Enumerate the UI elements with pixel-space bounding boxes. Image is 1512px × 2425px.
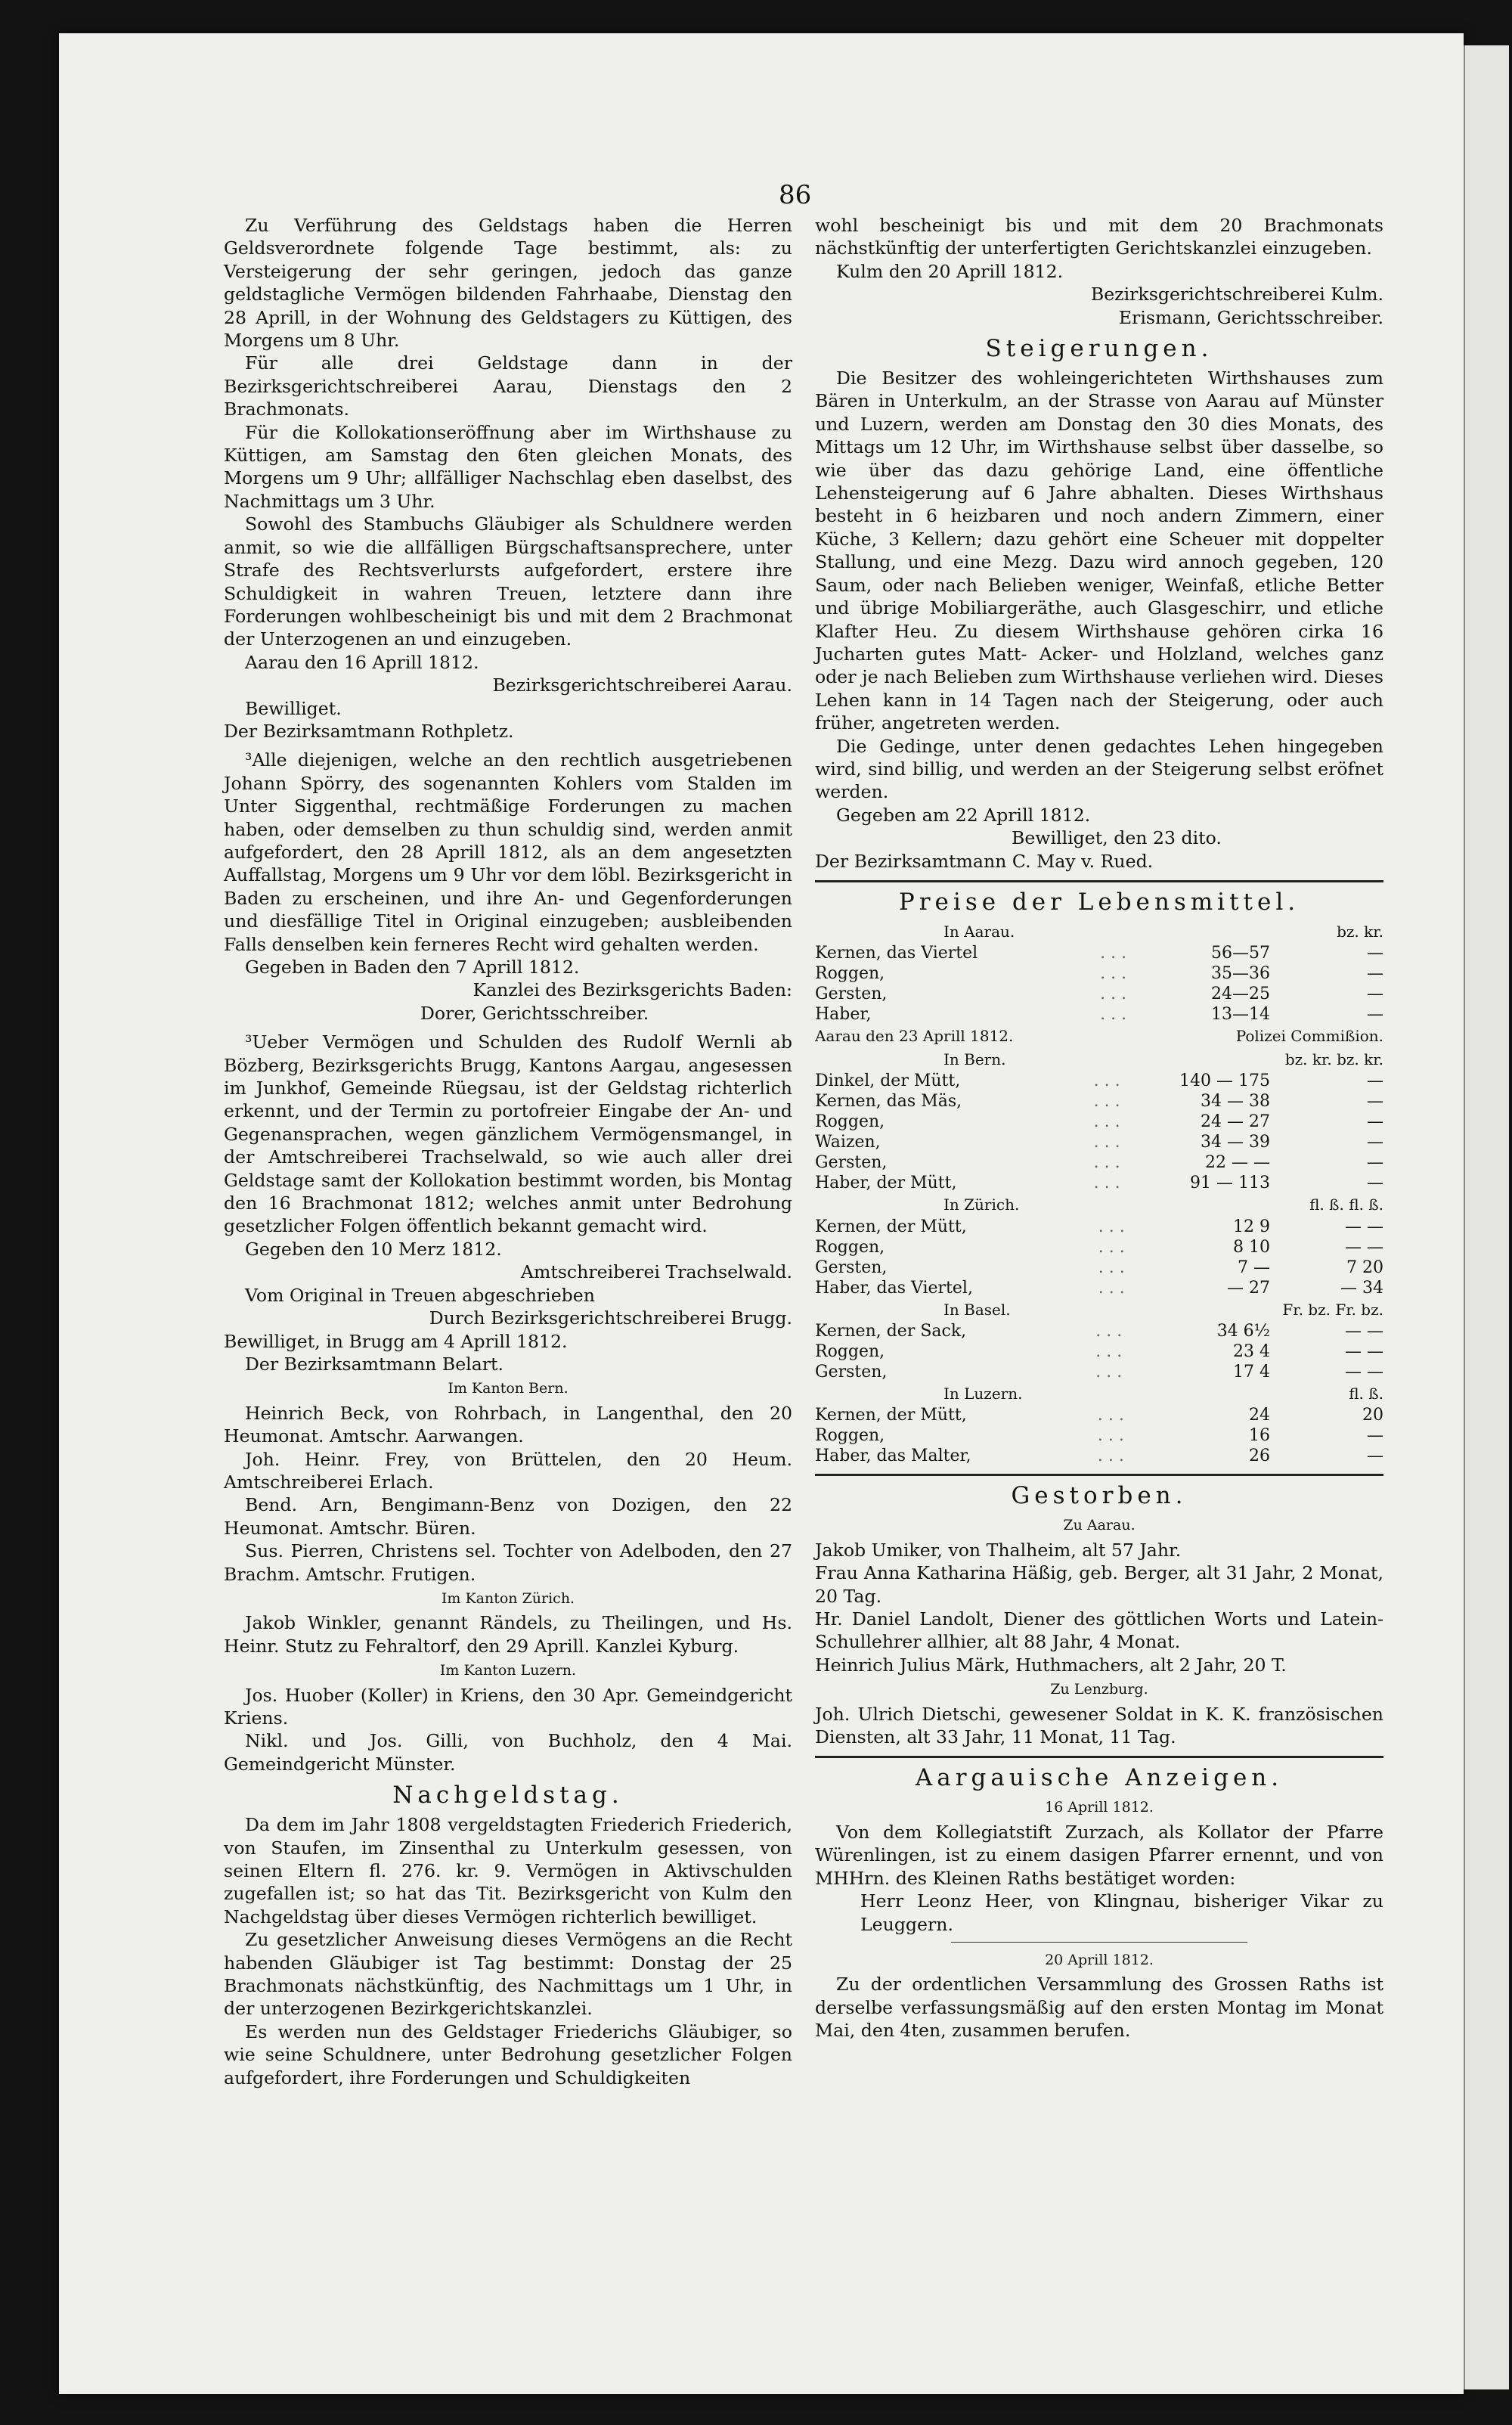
price-value: 34 — 38 [1201,1092,1270,1112]
price-value-2: — [1367,985,1383,1004]
price-footer-date: Aarau den 23 Aprill 1812. [815,1027,1014,1046]
price-dots: . . . [1098,1217,1125,1236]
price-value-2: — [1367,964,1383,984]
price-value: 34 6½ [1216,1322,1270,1341]
paragraph: Dorer, Gerichtsschreiber. [420,1002,649,1024]
price-row [815,943,1383,963]
notice-text-appointee: Herr Leonz Heer, von Klingnau, bisheriger Vikar zu Leuggern. [860,1890,1383,1935]
paragraph: Bezirksgerichtschreiberei Kulm. [1090,284,1383,305]
price-location: In Aarau. [943,922,1015,941]
price-value-2: — [1367,1005,1383,1025]
list-item: Joh. Heinr. Frey, von Brüttelen, den 20 Heum. Amtschreiberei Erlach. [224,1448,792,1493]
price-location-header [815,1298,1383,1321]
price-item: Gersten, [815,1257,888,1277]
price-dots: . . . [1093,1133,1120,1152]
price-table [815,1321,1383,1382]
price-value-2: — — [1345,1342,1383,1361]
price-value: 35—36 [1211,964,1270,984]
price-dots: . . . [1097,1447,1124,1466]
facing-page-edge [1464,45,1509,2389]
paragraph: Gegeben den 10 Merz 1812. [245,1238,502,1260]
paragraph: Die Gedinge, unter denen gedachtes Lehen hingegeben wird, sind billig, und werden an der Steigerung selbst eröfnet werden. [815,735,1383,803]
paragraph: Der Bezirksamtmann Belart. [245,1353,504,1375]
list-item: Jos. Huober (Koller) in Kriens, den 30 Apr. Gemeindgericht Kriens. [224,1684,792,1729]
death-location: Zu Aarau. [1063,1517,1136,1534]
price-dots: . . . [1100,944,1127,963]
price-table [815,1217,1383,1298]
price-location-header [815,1048,1383,1071]
price-row [815,1004,1383,1025]
right-continuation [815,214,1383,329]
paragraph: Gegeben in Baden den 7 Aprill 1812. [245,957,580,978]
paragraph: Bewilliget, den 23 dito. [1012,827,1222,849]
paragraph: Da dem im Jahr 1808 vergeldstagten Friederich Friederich, von Staufen, im Zinsenthal zu Unterkulm gesessen, von seinen Eltern fl. 276. kr. 9. Vermögen in Aktivschulden zugefallen ist; so hat das Tit. Bezirksgericht von Kulm den Nachgeldstag über dieses Vermögen richterlich bewilliget. [224,1814,792,1927]
price-item: Kernen, der Mütt, [815,1406,967,1425]
price-row [815,1321,1383,1341]
price-row [815,1237,1383,1257]
section-divider [815,1756,1383,1758]
price-row [815,963,1383,984]
price-value-2: — [1367,1447,1383,1466]
paragraph: Es werden nun des Geldstager Friederichs Gläubiger, so wie seine Schuldnere, unter Bedrohung gesetzlicher Folgen aufgefordert, ihre Forderungen und Schuldigkeiten [224,2020,792,2089]
price-footer [815,1025,1383,1047]
notice-date: 16 Aprill 1812. [1045,1799,1154,1816]
price-row [815,1132,1383,1152]
price-item: Kernen, das Mäs, [815,1092,962,1112]
price-dots: . . . [1100,964,1127,984]
price-value-2: 20 [1362,1406,1383,1425]
price-location: In Luzern. [943,1385,1023,1403]
price-row [815,1362,1383,1382]
price-dots: . . . [1097,1426,1124,1446]
price-location-header [815,920,1383,943]
price-value: 8 10 [1233,1237,1270,1257]
price-units: bz. kr. bz. kr. [1284,1050,1383,1068]
price-dots: . . . [1093,1112,1120,1132]
death-entry: Heinrich Julius Märk, Huthmachers, alt 2 Jahr, 20 T. [815,1654,1287,1676]
price-value: 16 [1249,1426,1270,1446]
price-item: Roggen, [815,964,885,984]
price-location-header [815,1193,1383,1216]
death-entry: Jakob Umiker, von Thalheim, alt 57 Jahr. [815,1539,1182,1561]
paragraph: Vom Original in Treuen abgeschrieben [245,1284,595,1306]
price-value-2: 7 20 [1346,1257,1383,1277]
canton-heading: Im Kanton Luzern. [439,1662,577,1679]
notice-text: Zu der ordentlichen Versammlung des Grossen Raths ist derselbe verfassungsmäßig auf den ersten Montag im Monat Mai, den 4ten, zusammen berufen. [815,1974,1383,2042]
paragraph: Aarau den 16 Aprill 1812. [245,651,479,673]
list-item: Bend. Arn, Bengimann-Benz von Dozigen, den 22 Heumonat. Amtschr. Büren. [224,1494,792,1539]
geldstag-lists [224,1377,792,1775]
price-value-2: — 34 [1340,1278,1383,1298]
left-announcements [224,214,792,1375]
gestorben-heading: Gestorben. [1011,1482,1188,1510]
death-entry: Hr. Daniel Landolt, Diener des göttlichen Worts und Latein-Schullehrer allhier, alt 88 Jahr, 4 Monat. [815,1608,1383,1653]
price-row [815,1278,1383,1298]
price-value-2: — [1367,1133,1383,1152]
paragraph: Kanzlei des Bezirksgerichts Baden: [472,979,792,1001]
price-value: 12 9 [1233,1217,1270,1236]
paragraph: Für alle drei Geldstage dann in der Bezirksgerichtschreiberei Aarau, Dienstags den 2 Brachmonats. [224,352,792,420]
preise-heading: Preise der Lebensmittel. [898,888,1300,916]
price-location: In Basel. [943,1300,1011,1319]
paragraph: Zu gesetzlicher Anweisung dieses Vermögens an die Recht habenden Gläubiger ist Tag bestimmt: Donstag der 25 Brachmonats nächstkünftig, des Nachmittags um 1 Uhr, in der unterzogenen Bezirkgerichtskanzlei. [224,1929,792,2020]
price-value: 22 — — [1205,1153,1270,1173]
price-value: — 27 [1227,1278,1270,1298]
paragraph: Amtschreiberei Trachselwald. [520,1261,792,1283]
aargauische-heading: Aargauische Anzeigen. [915,1764,1284,1792]
price-item: Gersten, [815,985,888,1004]
price-tables [815,920,1383,1466]
death-location: Zu Lenzburg. [1050,1681,1148,1698]
paragraph: Die Besitzer des wohleingerichteten Wirthshauses zum Bären in Unterkulm, an der Strasse von Aarau auf Münster und Luzern, werden am Donstag den 30 dies Monats, des Mittags um 12 Uhr, im Wirthshause selbst über dasselbe, so wie über das dazu gehörige Land, eine öffentliche Lehensteigerung auf 6 Jahre abhalten. Dieses Wirthshaus besteht in 6 heizbaren und noch andern Zimmern, einer Küche, 3 Kellern; dazu gehört eine Scheuer mit doppelter Stallung, und eine Mezg. Dazu wird annoch gegeben, 120 Saum, oder nach Belieben weniger, Weinfaß, etliche Better und übrige Mobiliargeräthe, auch Glasgeschirr, und etliche Klafter Heu. Zu diesem Wirthshause gehören cirka 16 Jucharten gutes Matt- Acker- und Holzland, welches ganz oder je nach Belieben zum Wirthshause verliehen wird. Dieses Lehen kann in 14 Tagen nach der Steigerung, oder auch früher, angetreten werden. [815,367,1383,734]
paragraph: Durch Bezirksgerichtschreiberei Brugg. [429,1307,792,1329]
left-column [224,214,792,2089]
price-value: 56—57 [1211,944,1270,963]
price-value-2: — [1367,1153,1383,1173]
section-divider [815,1474,1383,1476]
paragraph: Erismann, Gerichtsschreiber. [1118,306,1383,328]
price-dots: . . . [1100,1005,1127,1025]
price-dots: . . . [1093,1071,1120,1091]
price-row [815,1173,1383,1193]
price-dots: . . . [1095,1342,1123,1361]
price-location-header [815,1382,1383,1405]
price-item: Haber, der Mütt, [815,1174,957,1193]
price-row [815,1217,1383,1237]
price-dots: . . . [1098,1278,1125,1298]
list-item: Sus. Pierren, Christens sel. Tochter von Adelboden, den 27 Brachm. Amtschr. Frutigen. [224,1540,792,1585]
price-item: Waizen, [815,1133,881,1152]
page-number: 86 [779,180,812,210]
paragraph: Bezirksgerichtschreiberei Aarau. [492,674,792,696]
price-value: 17 4 [1233,1363,1270,1382]
paragraph: Für die Kollokationseröffnung aber im Wirthshause zu Küttigen, am Samstag den 6ten gleichen Monats, des Morgens um 9 Uhr; allfälliger Nachschlag eben daselbst, des Nachmittags um 3 Uhr. [224,421,792,512]
paragraph: Der Bezirksamtmann Rothpletz. [224,720,514,742]
death-entry: Joh. Ulrich Dietschi, gewesener Soldat in K. K. französischen Diensten, alt 33 Jahr, 11 Monat, 11 Tag. [815,1703,1383,1748]
price-item: Roggen, [815,1237,885,1257]
list-item: Heinrich Beck, von Rohrbach, in Langenthal, den 20 Heumonat. Amtschr. Aarwangen. [224,1402,792,1447]
nachgeldstag-body [224,1813,792,2089]
price-value: 34 — 39 [1201,1133,1270,1152]
price-value-2: — [1367,1092,1383,1112]
price-table [815,943,1383,1025]
price-value: 7 — [1238,1257,1270,1277]
price-value-2: — — [1345,1322,1383,1341]
price-row [815,1446,1383,1466]
price-value-2: — — [1345,1363,1383,1382]
right-column [815,214,1383,2042]
price-row [815,1152,1383,1173]
price-value-2: — [1367,1426,1383,1446]
paragraph: Kulm den 20 Aprill 1812. [836,260,1064,282]
price-dots: . . . [1093,1174,1120,1193]
canton-heading: Im Kanton Zürich. [441,1589,575,1607]
price-dots: . . . [1093,1153,1120,1173]
price-row [815,1091,1383,1112]
paragraph: Sowohl des Stambuchs Gläubiger als Schuldnere werden anmit, so wie die allfälligen Bürgschaftsansprechere, unter Strafe des Rechtsverlursts aufgefordert, erstere ihre Schuldigkeit in wahren Treuen, letztere dann ihre Forderungen wohlbescheinigt bis und mit dem 2 Brachmonat der Unterzogenen an und einzugeben. [224,513,792,650]
price-units: fl. ß. fl. ß. [1309,1195,1383,1214]
price-item: Roggen, [815,1342,885,1361]
price-row [815,1341,1383,1362]
price-item: Gersten, [815,1363,888,1382]
death-notices [815,1514,1383,1748]
canton-heading: Im Kanton Bern. [448,1380,569,1397]
price-dots: . . . [1098,1257,1125,1277]
price-location: In Bern. [943,1050,1006,1068]
price-value: 24 [1249,1406,1270,1425]
price-dots: . . . [1095,1363,1123,1382]
price-dots: . . . [1097,1406,1124,1425]
notice-text: Von dem Kollegiatstift Zurzach, als Kollator der Pfarre Würenlingen, ist zu einem dasigen Pfarrer ernennt, und von MHHrn. des Kleinen Raths bestätiget worden: [815,1821,1383,1889]
steigerungen-heading: Steigerungen. [985,335,1213,363]
price-table [815,1071,1383,1193]
price-value: 26 [1249,1447,1270,1466]
price-value-2: — — [1345,1237,1383,1257]
price-location: In Zürich. [943,1195,1020,1214]
price-value-2: — [1367,944,1383,963]
price-units: fl. ß. [1349,1385,1383,1403]
price-row [815,1425,1383,1446]
price-item: Roggen, [815,1112,885,1132]
paragraph: ³Ueber Vermögen und Schulden des Rudolf Wernli ab Bözberg, Bezirksgerichts Brugg, Kantons Aargau, angesessen im Junkhof, Gemeinde Rüegsau, ist der Geldstag richterlich erkennt, und der Termin zu portofreier Eingabe der An- und Gegenansprachen, wegen gänzlichem Vermögensmangel, in der Amtschreiberei Trachselwald, so wie auch aller drei Geldstage samt der Kollokation bestimmt worden, bis Montag den 16 Brachmonat 1812; welches anmit unter Bedrohung gesetzlicher Folgen öffentlich bekannt gemacht wird. [224,1031,792,1237]
paragraph: ³Alle diejenigen, welche an den rechtlich ausgetriebenen Johann Spörry, des sogenannten Kohlers vom Stalden im Unter Siggenthal, rechtmäßige Forderungen zu machen haben, oder demselben zu thun schuldig sind, werden anmit aufgefordert, den 28 Aprill 1812, als an dem angesetzten Auffallstag, Morgens um 9 Uhr vor dem löbl. Bezirksgericht in Baden zu erscheinen, und ihre An- und Gegenforderungen und diesfällige Titel in Original einzugeben; ausbleibenden Falls denselben kein ferneres Recht wird gehalten werden. [224,749,792,955]
paragraph: Zu Verführung des Geldstags haben die Herren Geldsverordnete folgende Tage bestimmt, als: zu Versteigerung der sehr geringen, jedoch das ganze geldstagliche Vermögen bildenden Fahrhaabe, Dienstag den 28 Aprill, in der Wohnung des Geldstagers zu Küttigen, des Morgens um 8 Uhr. [224,215,792,352]
paragraph: Gegeben am 22 Aprill 1812. [836,804,1091,826]
price-dots: . . . [1098,1237,1125,1257]
price-row [815,1071,1383,1091]
short-divider [951,1942,1247,1943]
price-value: 13—14 [1211,1005,1270,1025]
price-row [815,1257,1383,1278]
price-item: Kernen, das Viertel [815,944,978,963]
price-value: 24 — 27 [1201,1112,1270,1132]
price-dots: . . . [1095,1322,1123,1341]
paragraph: Bewilliget, in Brugg am 4 Aprill 1812. [224,1330,568,1352]
price-value: 24—25 [1211,985,1270,1004]
price-item: Roggen, [815,1426,885,1446]
price-item: Kernen, der Mütt, [815,1217,967,1236]
price-value-2: — [1367,1071,1383,1091]
price-value-2: — — [1345,1217,1383,1236]
notice-date: 20 Aprill 1812. [1045,1951,1154,1968]
price-footer-office: Polizei Commißion. [1235,1027,1383,1046]
paragraph: wohl bescheinigt bis und mit dem 20 Brachmonats nächstkünftig der unterfertigten Gerichtskanzlei einzugeben. [815,215,1383,259]
paragraph: Bewilliget. [245,697,342,719]
price-row [815,984,1383,1004]
price-dots: . . . [1100,985,1127,1004]
section-divider [815,880,1383,882]
price-value: 91 — 113 [1190,1174,1270,1193]
death-entry: Frau Anna Katharina Häßig, geb. Berger, alt 31 Jahr, 2 Monat, 20 Tag. [815,1562,1383,1607]
price-item: Haber, das Viertel, [815,1278,973,1298]
price-item: Dinkel, der Mütt, [815,1071,961,1091]
price-row [815,1405,1383,1425]
list-item: Jakob Winkler, genannt Rändels, zu Theilingen, und Hs. Heinr. Stutz zu Fehraltorf, den 29 Aprill. Kanzlei Kyburg. [224,1612,792,1657]
price-item: Haber, [815,1005,872,1025]
nachgeldstag-heading: Nachgeldstag. [392,1782,624,1809]
price-value-2: — [1367,1174,1383,1193]
price-item: Kernen, der Sack, [815,1322,967,1341]
price-units: Fr. bz. Fr. bz. [1282,1300,1383,1319]
price-item: Gersten, [815,1153,888,1173]
list-item: Nikl. und Jos. Gilli, von Buchholz, den 4 Mai. Gemeindgericht Münster. [224,1730,792,1775]
price-table [815,1405,1383,1466]
price-value: 23 4 [1233,1342,1270,1361]
price-row [815,1112,1383,1132]
paragraph: Der Bezirksamtmann C. May v. Rued. [815,850,1154,872]
price-item: Haber, das Malter, [815,1447,971,1466]
price-dots: . . . [1093,1092,1120,1112]
price-value-2: — [1367,1112,1383,1132]
price-units: bz. kr. [1337,922,1383,941]
steigerungen-body [815,367,1383,873]
price-value: 140 — 175 [1179,1071,1270,1091]
